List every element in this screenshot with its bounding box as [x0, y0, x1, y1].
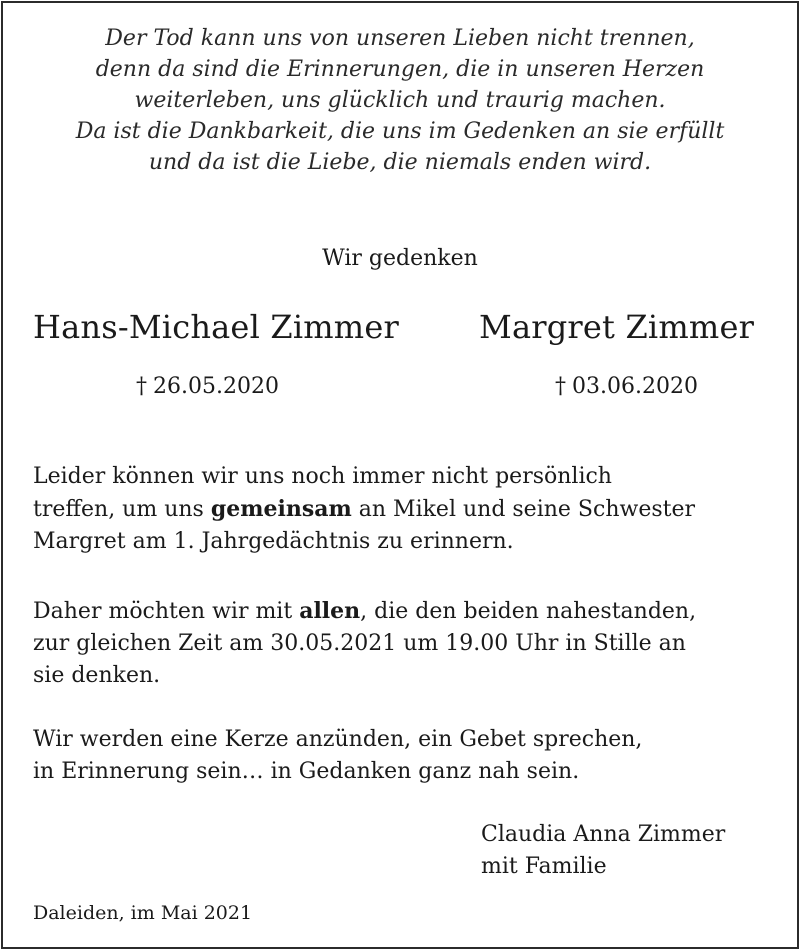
emphasis-text: gemeinsam: [210, 496, 352, 522]
paragraph-line: sie denken.: [33, 663, 161, 688]
paragraph-line: Leider können wir uns noch immer nicht persönlich: [33, 464, 612, 489]
paragraph-2: [33, 595, 696, 692]
paragraph-line: [33, 595, 696, 628]
signature-line: Claudia Anna Zimmer: [481, 822, 726, 847]
poem-line: denn da sind die Erinnerungen, die in unseren Herzen: [95, 57, 705, 82]
cross-icon: †: [136, 374, 147, 399]
text-run: an Mikel und seine Schwester: [351, 497, 695, 522]
paragraph-3: [33, 724, 642, 788]
obituary-notice: [1, 1, 799, 949]
poem-line: weiterleben, uns glücklich und traurig machen.: [134, 88, 666, 113]
poem-line: Da ist die Dankbarkeit, die uns im Gedenken an sie erfüllt: [75, 119, 725, 144]
paragraph-line: in Erinnerung sein… in Gedanken ganz nah sein.: [33, 759, 580, 784]
paragraph-1: [33, 461, 695, 558]
paragraph-line: Margret am 1. Jahrgedächtnis zu erinnern.: [33, 529, 514, 554]
text-run: Daher möchten wir mit: [33, 599, 300, 624]
death-date-value: 03.06.2020: [572, 374, 698, 399]
deceased-name-1: Hans-Michael Zimmer: [33, 308, 399, 346]
poem-line: Der Tod kann uns von unseren Lieben nicht trennen,: [105, 26, 695, 51]
text-run: , die den beiden nahestanden,: [360, 599, 697, 624]
paragraph-line: Wir werden eine Kerze anzünden, ein Gebet sprechen,: [33, 727, 643, 752]
place-date: Daleiden, im Mai 2021: [33, 902, 253, 924]
poem-line: und da ist die Liebe, die niemals enden wird.: [148, 150, 652, 175]
death-date-1: [136, 374, 279, 399]
deceased-name-2: Margret Zimmer: [479, 308, 755, 346]
paragraph-line: [33, 493, 695, 526]
signature: [481, 819, 725, 883]
death-date-value: 26.05.2020: [153, 374, 279, 399]
paragraph-line: zur gleichen Zeit am 30.05.2021 um 19.00 Uhr in Stille an: [33, 631, 686, 656]
signature-line: mit Familie: [481, 854, 607, 879]
text-run: treffen, um uns: [33, 497, 211, 522]
emphasis-text: allen: [299, 598, 361, 624]
death-date-2: [555, 374, 698, 399]
memorial-poem: [3, 23, 797, 178]
intro-text: Wir gedenken: [322, 246, 478, 271]
cross-icon: †: [555, 374, 566, 399]
